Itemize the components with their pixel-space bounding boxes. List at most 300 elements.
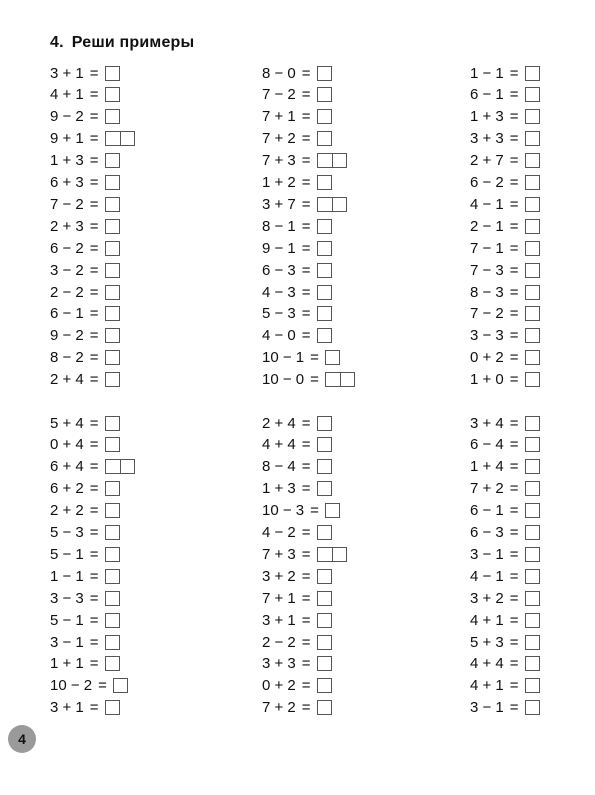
equals-sign: = bbox=[509, 195, 519, 213]
equals-sign: = bbox=[89, 283, 99, 301]
equals-sign: = bbox=[301, 458, 311, 476]
equation-row bbox=[50, 457, 135, 477]
equation-expression: 2 − 1 bbox=[470, 217, 504, 235]
answer-box[interactable] bbox=[105, 219, 120, 234]
answer-box[interactable] bbox=[317, 591, 332, 606]
equation-row bbox=[262, 85, 332, 105]
answer-box[interactable] bbox=[525, 66, 540, 81]
answer-box[interactable] bbox=[317, 109, 332, 124]
answer-box[interactable] bbox=[317, 175, 332, 190]
answer-box[interactable] bbox=[325, 503, 340, 518]
equation-row bbox=[470, 501, 540, 521]
answer-box[interactable] bbox=[525, 109, 540, 124]
equals-sign: = bbox=[89, 589, 99, 607]
answer-box[interactable] bbox=[525, 219, 540, 234]
equation-expression: 3 + 1 bbox=[50, 699, 84, 717]
equals-sign: = bbox=[509, 633, 519, 651]
answer-box[interactable] bbox=[105, 66, 120, 81]
equals-sign: = bbox=[301, 174, 311, 191]
answer-box[interactable] bbox=[317, 285, 332, 300]
equation-expression: 2 − 2 bbox=[262, 633, 296, 651]
equals-sign: = bbox=[89, 371, 99, 389]
equation-expression: 4 + 4 bbox=[262, 436, 296, 454]
equation-row bbox=[50, 501, 120, 521]
equals-sign: = bbox=[301, 152, 311, 170]
answer-box[interactable] bbox=[525, 481, 540, 496]
answer-box[interactable] bbox=[525, 503, 540, 518]
equation-row bbox=[262, 479, 332, 499]
equals-sign: = bbox=[89, 217, 99, 235]
equation-expression: 10 − 2 bbox=[50, 677, 93, 695]
answer-box[interactable] bbox=[105, 285, 120, 300]
equation-expression: 6 − 4 bbox=[470, 436, 504, 454]
equation-expression: 4 − 1 bbox=[470, 195, 504, 213]
equation-expression: 4 − 2 bbox=[262, 524, 296, 541]
answer-box[interactable] bbox=[317, 700, 332, 715]
answer-box[interactable] bbox=[525, 175, 540, 190]
equation-row bbox=[50, 194, 120, 214]
equals-sign: = bbox=[509, 655, 519, 673]
equals-sign: = bbox=[509, 502, 519, 520]
equals-sign: = bbox=[89, 414, 99, 432]
equals-sign: = bbox=[89, 458, 99, 476]
equation-row bbox=[50, 129, 135, 149]
equals-sign: = bbox=[301, 524, 311, 541]
answer-box[interactable] bbox=[317, 459, 332, 474]
equation-expression: 5 − 3 bbox=[50, 524, 84, 541]
answer-box[interactable] bbox=[525, 635, 540, 650]
answer-box[interactable] bbox=[317, 263, 332, 278]
answer-box[interactable] bbox=[317, 328, 332, 343]
equation-expression: 1 + 2 bbox=[262, 174, 296, 191]
equation-row bbox=[50, 588, 120, 608]
equation-row bbox=[50, 260, 120, 280]
equals-sign: = bbox=[301, 283, 311, 301]
equation-row bbox=[470, 348, 540, 368]
equation-row bbox=[470, 129, 540, 149]
equation-row bbox=[50, 370, 120, 390]
equation-expression: 5 + 4 bbox=[50, 414, 84, 432]
equation-expression: 1 − 1 bbox=[470, 64, 504, 82]
equation-row bbox=[262, 260, 332, 280]
answer-box[interactable] bbox=[525, 263, 540, 278]
answer-box[interactable] bbox=[525, 197, 540, 212]
answer-box[interactable] bbox=[105, 306, 120, 321]
equation-expression: 1 + 3 bbox=[470, 108, 504, 126]
equals-sign: = bbox=[509, 567, 519, 585]
answer-box[interactable] bbox=[525, 700, 540, 715]
answer-box[interactable] bbox=[317, 131, 332, 146]
equation-expression: 3 + 3 bbox=[262, 655, 296, 673]
equation-row bbox=[50, 151, 120, 171]
equation-expression: 3 − 1 bbox=[50, 633, 84, 651]
answer-box[interactable] bbox=[317, 87, 332, 102]
equals-sign: = bbox=[89, 130, 99, 148]
equation-row bbox=[470, 370, 540, 390]
equals-sign: = bbox=[301, 480, 311, 498]
equation-expression: 3 + 7 bbox=[262, 195, 296, 213]
equation-row bbox=[470, 216, 540, 236]
equation-expression: 2 + 4 bbox=[262, 414, 296, 432]
answer-box[interactable] bbox=[525, 372, 540, 387]
answer-box[interactable] bbox=[317, 306, 332, 321]
equation-expression: 8 − 0 bbox=[262, 64, 296, 82]
equation-expression: 4 + 4 bbox=[470, 655, 504, 673]
equation-row bbox=[470, 479, 540, 499]
equals-sign: = bbox=[89, 195, 99, 213]
answer-box[interactable] bbox=[525, 87, 540, 102]
equals-sign: = bbox=[89, 611, 99, 629]
equals-sign: = bbox=[509, 458, 519, 476]
equation-row bbox=[50, 85, 120, 105]
answer-box[interactable] bbox=[325, 350, 340, 365]
answer-box-two-digit[interactable] bbox=[317, 547, 347, 562]
answer-box[interactable] bbox=[105, 437, 120, 452]
answer-box[interactable] bbox=[105, 175, 120, 190]
equation-row bbox=[470, 173, 540, 193]
equals-sign: = bbox=[301, 327, 311, 345]
equation-row bbox=[262, 698, 332, 718]
answer-box[interactable] bbox=[317, 569, 332, 584]
answer-box-two-digit[interactable] bbox=[105, 131, 135, 146]
exercise-instruction: Реши примеры bbox=[71, 34, 195, 51]
answer-box[interactable] bbox=[105, 328, 120, 343]
equation-expression: 10 − 0 bbox=[262, 371, 305, 389]
equals-sign: = bbox=[89, 436, 99, 454]
equation-row bbox=[470, 632, 540, 652]
answer-box[interactable] bbox=[525, 241, 540, 256]
equals-sign: = bbox=[509, 239, 519, 257]
equation-expression: 4 − 3 bbox=[262, 283, 296, 301]
equation-row bbox=[470, 107, 540, 127]
equation-row bbox=[262, 435, 332, 455]
equation-expression: 8 − 4 bbox=[262, 458, 296, 476]
equation-expression: 6 + 2 bbox=[50, 480, 84, 498]
equals-sign: = bbox=[89, 108, 99, 126]
answer-box[interactable] bbox=[525, 437, 540, 452]
equation-expression: 3 + 3 bbox=[470, 130, 504, 148]
equation-row bbox=[470, 698, 540, 718]
equation-row bbox=[262, 676, 332, 696]
equals-sign: = bbox=[89, 174, 99, 191]
equation-row bbox=[262, 413, 332, 433]
answer-box[interactable] bbox=[525, 569, 540, 584]
equation-row bbox=[50, 676, 128, 696]
equation-row bbox=[470, 194, 540, 214]
equation-row bbox=[262, 544, 347, 564]
answer-box[interactable] bbox=[525, 350, 540, 365]
equation-row bbox=[470, 238, 540, 258]
answer-box[interactable] bbox=[105, 481, 120, 496]
equals-sign: = bbox=[89, 502, 99, 520]
equals-sign: = bbox=[301, 436, 311, 454]
equals-sign: = bbox=[301, 633, 311, 651]
equation-row bbox=[50, 216, 120, 236]
equation-row bbox=[262, 566, 332, 586]
equation-expression: 6 − 1 bbox=[470, 502, 504, 520]
equals-sign: = bbox=[89, 239, 99, 257]
equation-row bbox=[262, 523, 332, 543]
answer-box-two-digit[interactable] bbox=[317, 153, 347, 168]
answer-box[interactable] bbox=[525, 656, 540, 671]
equation-expression: 1 + 4 bbox=[470, 458, 504, 476]
equals-sign: = bbox=[509, 414, 519, 432]
equals-sign: = bbox=[301, 545, 311, 563]
equation-expression: 5 − 3 bbox=[262, 305, 296, 323]
equals-sign: = bbox=[301, 677, 311, 695]
equation-expression: 6 − 3 bbox=[470, 524, 504, 541]
equation-expression: 6 − 1 bbox=[470, 86, 504, 104]
equation-row bbox=[262, 107, 332, 127]
equals-sign: = bbox=[509, 305, 519, 323]
equation-expression: 0 + 4 bbox=[50, 436, 84, 454]
equals-sign: = bbox=[89, 699, 99, 717]
equals-sign: = bbox=[509, 611, 519, 629]
equation-expression: 6 + 4 bbox=[50, 458, 84, 476]
page-number: 4 bbox=[18, 731, 26, 747]
equation-expression: 6 − 2 bbox=[470, 174, 504, 191]
equation-expression: 7 − 2 bbox=[262, 86, 296, 104]
equals-sign: = bbox=[301, 261, 311, 279]
answer-box[interactable] bbox=[105, 197, 120, 212]
answer-box[interactable] bbox=[317, 656, 332, 671]
equals-sign: = bbox=[509, 436, 519, 454]
equals-sign: = bbox=[89, 305, 99, 323]
answer-box[interactable] bbox=[105, 656, 120, 671]
equation-row bbox=[262, 632, 332, 652]
equals-sign: = bbox=[509, 283, 519, 301]
answer-box[interactable] bbox=[113, 678, 128, 693]
answer-box[interactable] bbox=[317, 678, 332, 693]
equation-expression: 2 + 4 bbox=[50, 371, 84, 389]
equals-sign: = bbox=[98, 677, 107, 695]
equation-expression: 2 + 3 bbox=[50, 217, 84, 235]
answer-box[interactable] bbox=[105, 241, 120, 256]
answer-box[interactable] bbox=[317, 416, 332, 431]
equation-row bbox=[262, 588, 332, 608]
equals-sign: = bbox=[301, 217, 311, 235]
equals-sign: = bbox=[89, 261, 99, 279]
answer-box[interactable] bbox=[525, 547, 540, 562]
equation-row bbox=[50, 173, 120, 193]
equation-expression: 8 − 1 bbox=[262, 217, 296, 235]
equation-row bbox=[50, 107, 120, 127]
equation-expression: 3 + 1 bbox=[262, 611, 296, 629]
answer-box[interactable] bbox=[525, 678, 540, 693]
equation-row bbox=[50, 632, 120, 652]
equation-expression: 2 − 2 bbox=[50, 283, 84, 301]
answer-box[interactable] bbox=[525, 328, 540, 343]
answer-box[interactable] bbox=[105, 635, 120, 650]
equation-expression: 4 + 1 bbox=[50, 86, 84, 104]
equation-expression: 3 − 3 bbox=[470, 327, 504, 345]
equation-row bbox=[262, 348, 340, 368]
equation-row bbox=[50, 479, 120, 499]
equals-sign: = bbox=[301, 64, 311, 82]
answer-box[interactable] bbox=[317, 219, 332, 234]
equals-sign: = bbox=[301, 86, 311, 104]
equation-row bbox=[50, 413, 120, 433]
answer-box[interactable] bbox=[317, 241, 332, 256]
answer-box[interactable] bbox=[105, 109, 120, 124]
answer-box[interactable] bbox=[105, 613, 120, 628]
equation-expression: 5 − 1 bbox=[50, 545, 84, 563]
equals-sign: = bbox=[509, 217, 519, 235]
answer-box[interactable] bbox=[105, 416, 120, 431]
equation-row bbox=[470, 435, 540, 455]
equation-expression: 10 − 1 bbox=[262, 349, 305, 367]
answer-box[interactable] bbox=[525, 416, 540, 431]
answer-box[interactable] bbox=[105, 87, 120, 102]
equals-sign: = bbox=[509, 589, 519, 607]
answer-box-two-digit[interactable] bbox=[317, 197, 347, 212]
equals-sign: = bbox=[301, 130, 311, 148]
answer-box-two-digit[interactable] bbox=[325, 372, 355, 387]
equals-sign: = bbox=[89, 349, 99, 367]
equation-row bbox=[262, 63, 332, 83]
equation-expression: 4 − 0 bbox=[262, 327, 296, 345]
answer-box[interactable] bbox=[317, 66, 332, 81]
equals-sign: = bbox=[509, 349, 519, 367]
equation-row bbox=[50, 326, 120, 346]
equals-sign: = bbox=[310, 371, 319, 389]
equation-row bbox=[470, 610, 540, 630]
equation-expression: 7 + 2 bbox=[262, 699, 296, 717]
equation-expression: 3 + 4 bbox=[470, 414, 504, 432]
answer-box[interactable] bbox=[105, 350, 120, 365]
answer-box[interactable] bbox=[105, 547, 120, 562]
equation-row bbox=[470, 260, 540, 280]
answer-box[interactable] bbox=[317, 437, 332, 452]
equation-row bbox=[470, 326, 540, 346]
equals-sign: = bbox=[301, 305, 311, 323]
equals-sign: = bbox=[89, 86, 99, 104]
answer-box[interactable] bbox=[525, 285, 540, 300]
equation-row bbox=[470, 457, 540, 477]
answer-box[interactable] bbox=[317, 613, 332, 628]
equation-expression: 0 + 2 bbox=[262, 677, 296, 695]
equation-expression: 2 + 2 bbox=[50, 502, 84, 520]
answer-box[interactable] bbox=[525, 525, 540, 540]
equation-row bbox=[262, 129, 332, 149]
equation-row bbox=[50, 566, 120, 586]
equation-row bbox=[470, 413, 540, 433]
equation-expression: 7 + 1 bbox=[262, 589, 296, 607]
equation-expression: 7 + 3 bbox=[262, 545, 296, 563]
answer-box[interactable] bbox=[105, 372, 120, 387]
answer-box[interactable] bbox=[525, 459, 540, 474]
equation-row bbox=[50, 238, 120, 258]
answer-box[interactable] bbox=[525, 306, 540, 321]
answer-box[interactable] bbox=[105, 700, 120, 715]
equals-sign: = bbox=[509, 524, 519, 541]
equation-expression: 4 − 1 bbox=[470, 567, 504, 585]
equals-sign: = bbox=[89, 567, 99, 585]
equation-expression: 1 − 1 bbox=[50, 567, 84, 585]
equation-row bbox=[470, 151, 540, 171]
equals-sign: = bbox=[89, 152, 99, 170]
equation-row bbox=[50, 654, 120, 674]
exercise-title bbox=[50, 34, 194, 52]
equation-expression: 5 − 1 bbox=[50, 611, 84, 629]
equation-row bbox=[50, 698, 120, 718]
answer-box[interactable] bbox=[525, 591, 540, 606]
equation-expression: 1 + 1 bbox=[50, 655, 84, 673]
equation-expression: 7 − 2 bbox=[470, 305, 504, 323]
equals-sign: = bbox=[509, 677, 519, 695]
equals-sign: = bbox=[509, 64, 519, 82]
page-number-badge bbox=[8, 725, 36, 753]
equation-expression: 7 + 2 bbox=[262, 130, 296, 148]
answer-box[interactable] bbox=[317, 525, 332, 540]
equation-expression: 3 − 2 bbox=[50, 261, 84, 279]
equation-expression: 7 + 2 bbox=[470, 480, 504, 498]
equals-sign: = bbox=[310, 349, 319, 367]
equation-row bbox=[470, 523, 540, 543]
equals-sign: = bbox=[509, 699, 519, 717]
equals-sign: = bbox=[509, 174, 519, 191]
answer-box[interactable] bbox=[317, 481, 332, 496]
equation-row bbox=[262, 370, 355, 390]
equals-sign: = bbox=[301, 589, 311, 607]
equals-sign: = bbox=[509, 327, 519, 345]
answer-box[interactable] bbox=[105, 569, 120, 584]
equals-sign: = bbox=[301, 108, 311, 126]
equation-expression: 6 − 2 bbox=[50, 239, 84, 257]
equation-row bbox=[262, 501, 340, 521]
answer-box[interactable] bbox=[525, 131, 540, 146]
answer-box[interactable] bbox=[105, 503, 120, 518]
equation-expression: 3 − 1 bbox=[470, 545, 504, 563]
equation-row bbox=[470, 63, 540, 83]
answer-box[interactable] bbox=[105, 591, 120, 606]
equation-expression: 7 − 1 bbox=[470, 239, 504, 257]
equation-row bbox=[50, 348, 120, 368]
equation-expression: 8 − 2 bbox=[50, 349, 84, 367]
equation-row bbox=[470, 654, 540, 674]
answer-box[interactable] bbox=[105, 525, 120, 540]
equation-row bbox=[470, 676, 540, 696]
answer-box[interactable] bbox=[525, 613, 540, 628]
equals-sign: = bbox=[301, 414, 311, 432]
equation-expression: 3 + 2 bbox=[262, 567, 296, 585]
equals-sign: = bbox=[509, 108, 519, 126]
answer-box[interactable] bbox=[317, 635, 332, 650]
equals-sign: = bbox=[509, 371, 519, 389]
equation-row bbox=[50, 610, 120, 630]
equation-expression: 1 + 0 bbox=[470, 371, 504, 389]
answer-box[interactable] bbox=[105, 263, 120, 278]
equation-expression: 1 + 3 bbox=[262, 480, 296, 498]
equation-expression: 3 − 3 bbox=[50, 589, 84, 607]
equals-sign: = bbox=[301, 567, 311, 585]
answer-box-two-digit[interactable] bbox=[105, 459, 135, 474]
answer-box[interactable] bbox=[105, 153, 120, 168]
answer-box[interactable] bbox=[525, 153, 540, 168]
equation-row bbox=[262, 457, 332, 477]
equals-sign: = bbox=[89, 524, 99, 541]
equation-row bbox=[470, 566, 540, 586]
equals-sign: = bbox=[509, 261, 519, 279]
equals-sign: = bbox=[301, 655, 311, 673]
equation-row bbox=[50, 63, 120, 83]
equation-expression: 3 + 1 bbox=[50, 64, 84, 82]
equation-expression: 9 + 1 bbox=[50, 130, 84, 148]
equals-sign: = bbox=[509, 545, 519, 563]
equation-expression: 8 − 3 bbox=[470, 283, 504, 301]
equals-sign: = bbox=[301, 611, 311, 629]
equation-expression: 9 − 2 bbox=[50, 108, 84, 126]
